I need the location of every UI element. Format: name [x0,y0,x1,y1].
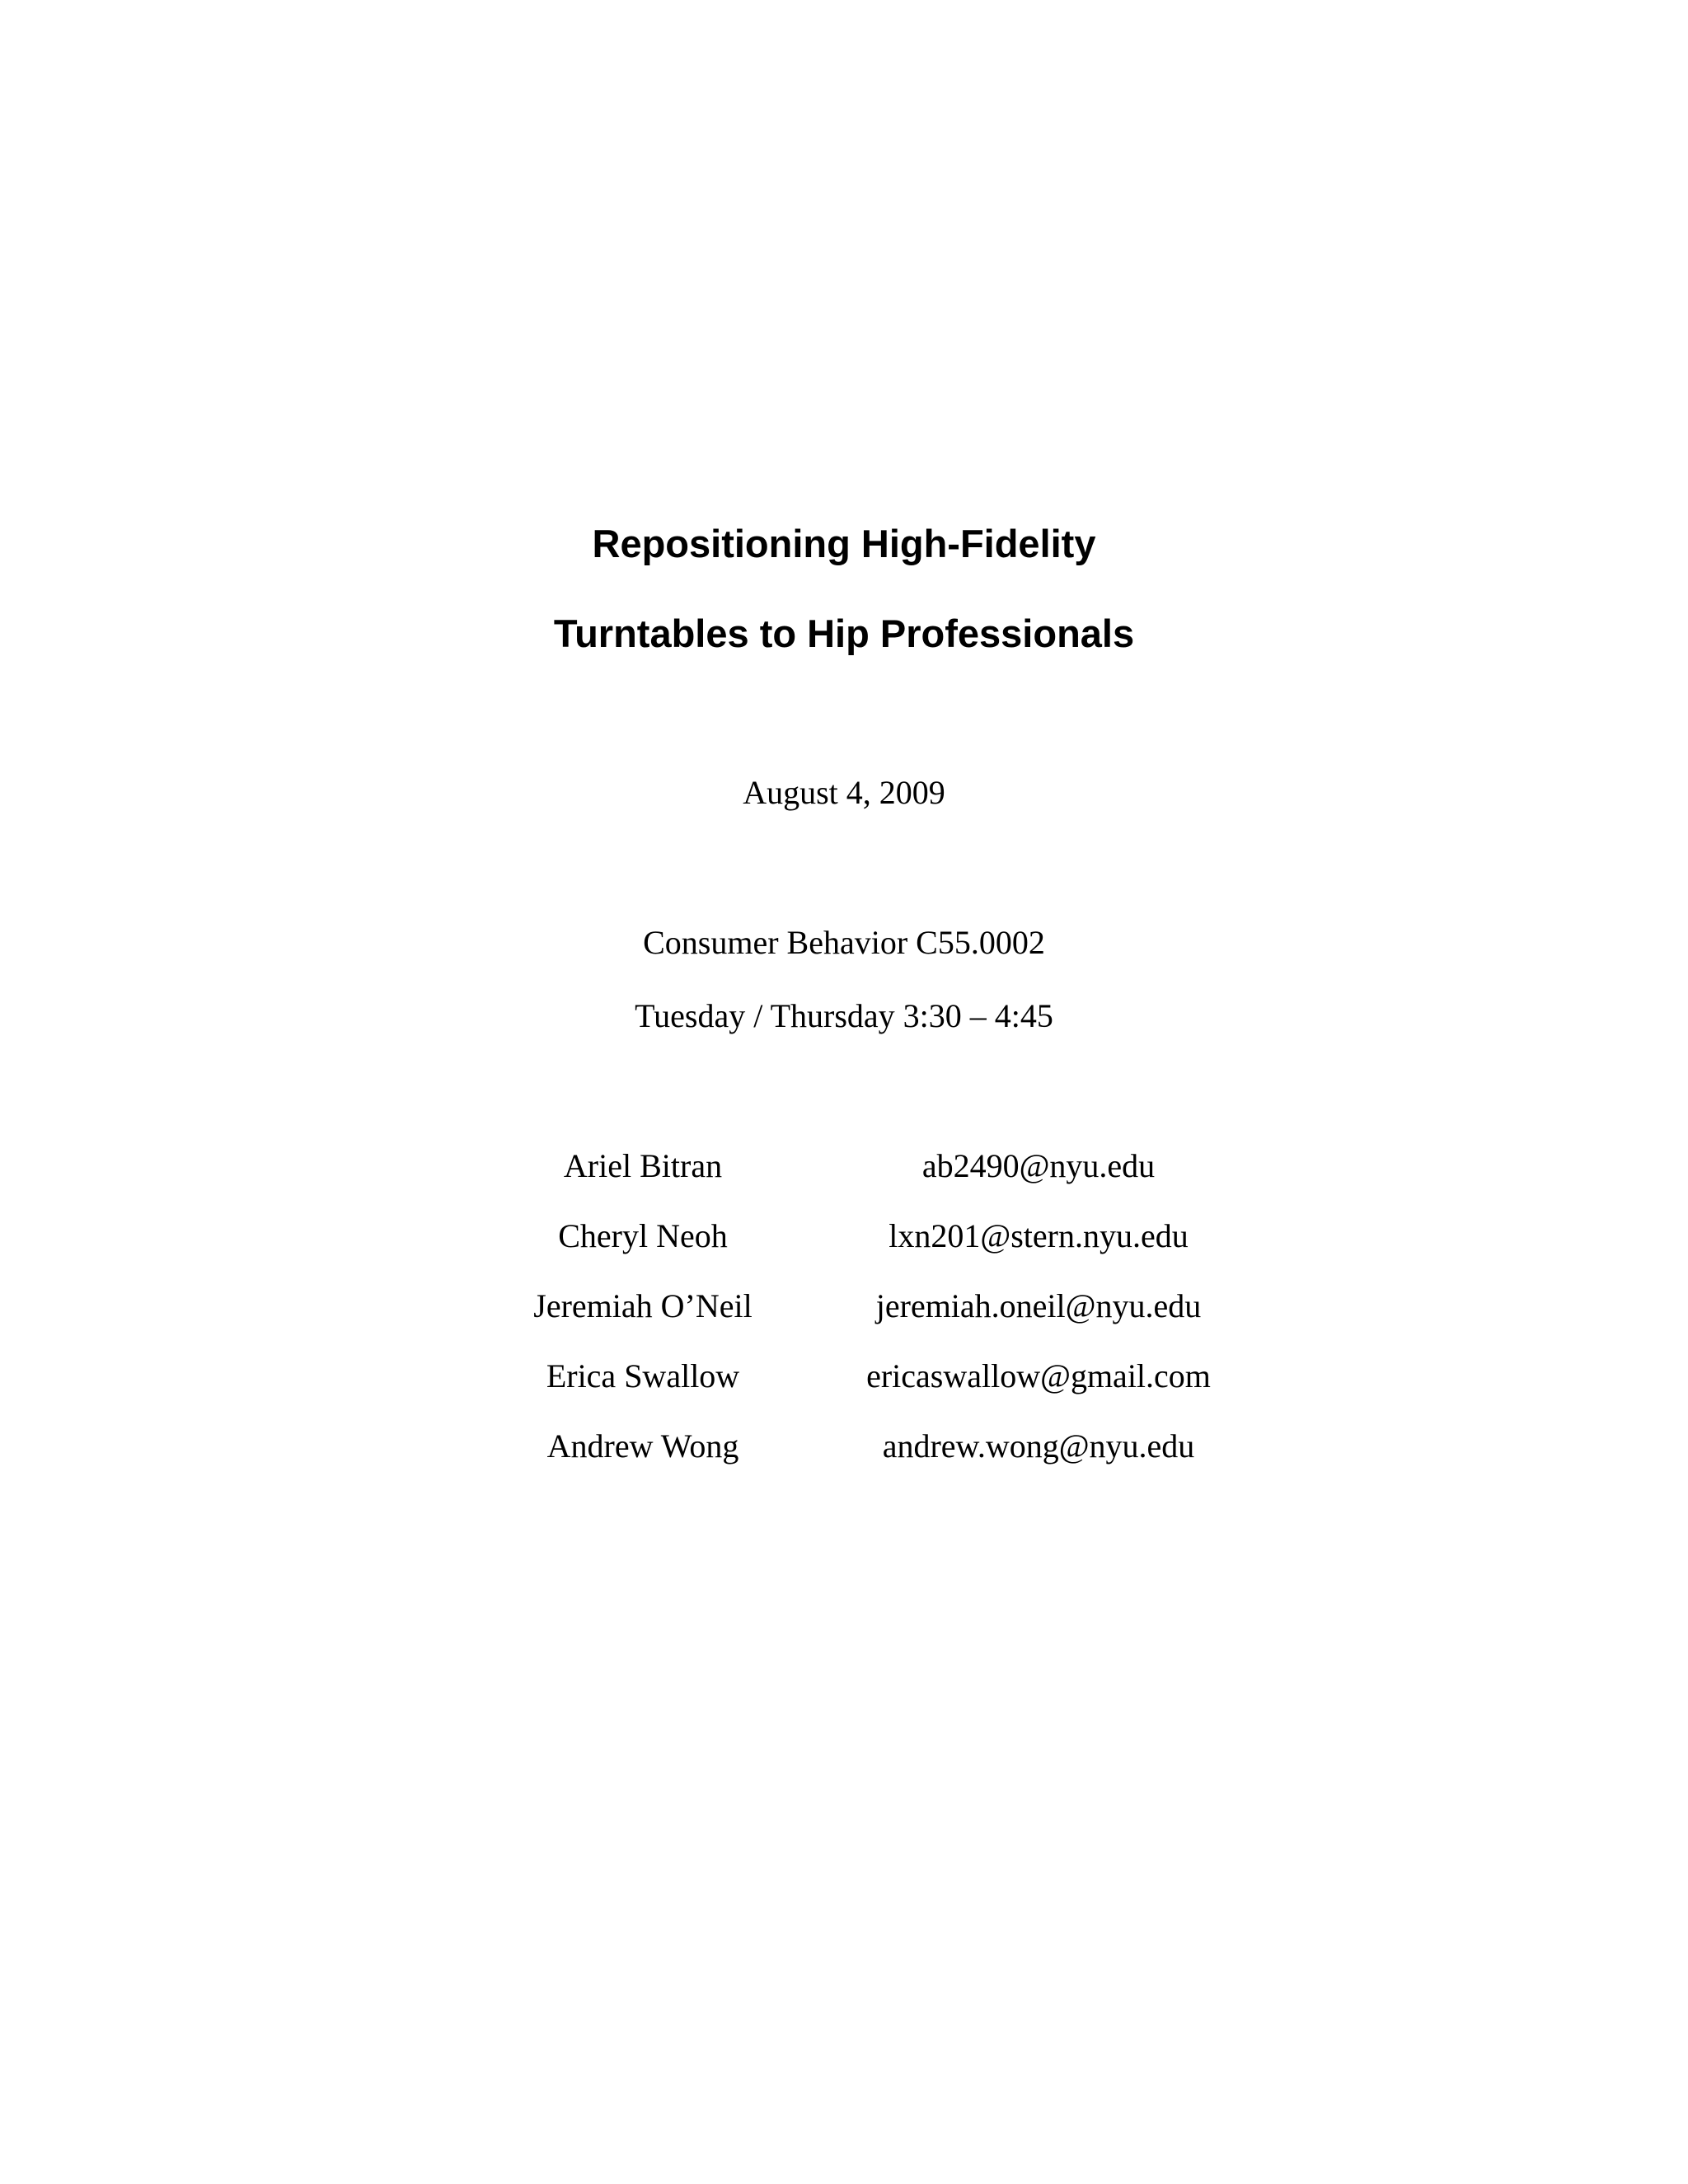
author-name: Cheryl Neoh [558,1217,728,1254]
author-email: jeremiah.oneil@nyu.edu [875,1287,1202,1324]
author-row [0,1427,1688,1479]
author-row [0,1147,1688,1199]
author-email: ericaswallow@gmail.com [866,1357,1211,1394]
title-line-2: Turntables to Hip Professionals [553,612,1135,655]
author-row [0,1357,1688,1409]
author-name: Ariel Bitran [563,1147,723,1184]
author-email: andrew.wong@nyu.edu [882,1427,1195,1465]
author-row [0,1287,1688,1339]
title-line-1: Repositioning High-Fidelity [592,522,1096,565]
author-name: Andrew Wong [546,1427,739,1465]
author-name: Jeremiah O’Neil [533,1287,753,1324]
author-email: lxn201@stern.nyu.edu [889,1217,1189,1254]
course-schedule: Tuesday / Thursday 3:30 – 4:45 [635,997,1053,1034]
course-name: Consumer Behavior C55.0002 [643,924,1045,961]
author-name: Erica Swallow [546,1357,740,1394]
author-row [0,1217,1688,1269]
author-email: ab2490@nyu.edu [921,1147,1156,1184]
document-date: August 4, 2009 [743,774,945,811]
